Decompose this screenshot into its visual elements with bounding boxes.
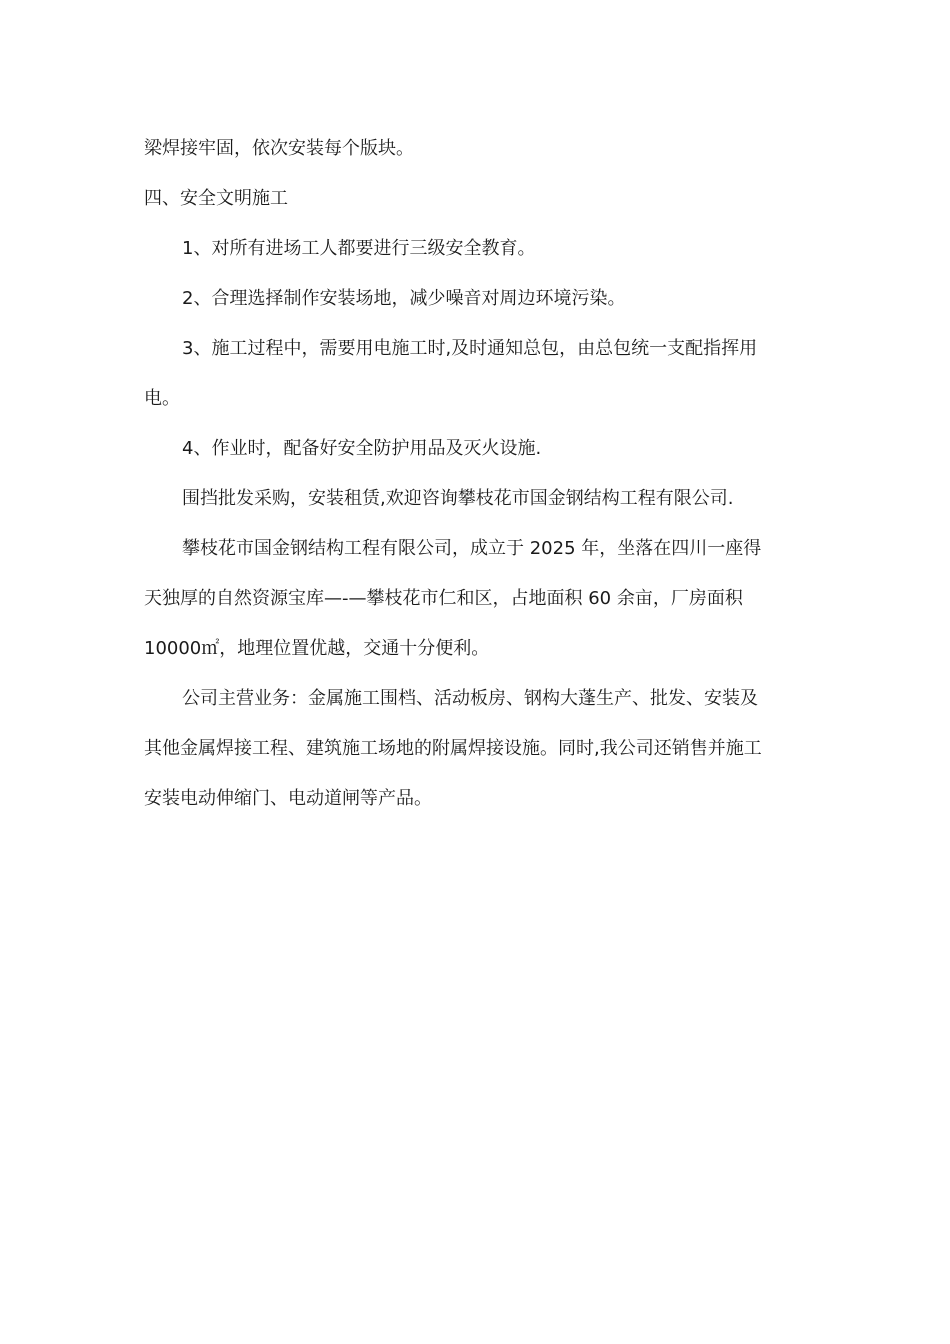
- paragraph-line: 梁焊接牢固，依次安装每个版块。: [144, 138, 414, 159]
- paragraph-line: 公司主营业务：金属施工围档、活动板房、钢构大蓬生产、批发、安装及: [182, 688, 758, 709]
- paragraph-line: 其他金属焊接工程、建筑施工场地的附属焊接设施。同时,我公司还销售并施工: [144, 738, 762, 759]
- paragraph-line: 安装电动伸缩门、电动道闸等产品。: [144, 788, 432, 809]
- document-body: [144, 124, 810, 824]
- list-item: 1、对所有进场工人都要进行三级安全教育。: [182, 238, 536, 259]
- paragraph-line: 10000㎡，地理位置优越，交通十分便利。: [144, 638, 490, 659]
- paragraph-line: 攀枝花市国金钢结构工程有限公司，成立于 2025 年，坐落在四川一座得: [182, 538, 762, 559]
- section-heading: 四、安全文明施工: [144, 188, 288, 209]
- list-item: 2、合理选择制作安装场地，减少噪音对周边环境污染。: [182, 288, 626, 309]
- paragraph-line: 天独厚的自然资源宝库—-—攀枝花市仁和区，占地面积 60 余亩，厂房面积: [144, 588, 743, 609]
- paragraph-line: 电。: [144, 388, 180, 409]
- paragraph-line: 围挡批发采购，安装租赁,欢迎咨询攀枝花市国金钢结构工程有限公司.: [182, 488, 734, 509]
- list-item: 4、作业时，配备好安全防护用品及灭火设施.: [182, 438, 542, 459]
- list-item: 3、施工过程中，需要用电施工时,及时通知总包，由总包统一支配指挥用: [182, 338, 758, 359]
